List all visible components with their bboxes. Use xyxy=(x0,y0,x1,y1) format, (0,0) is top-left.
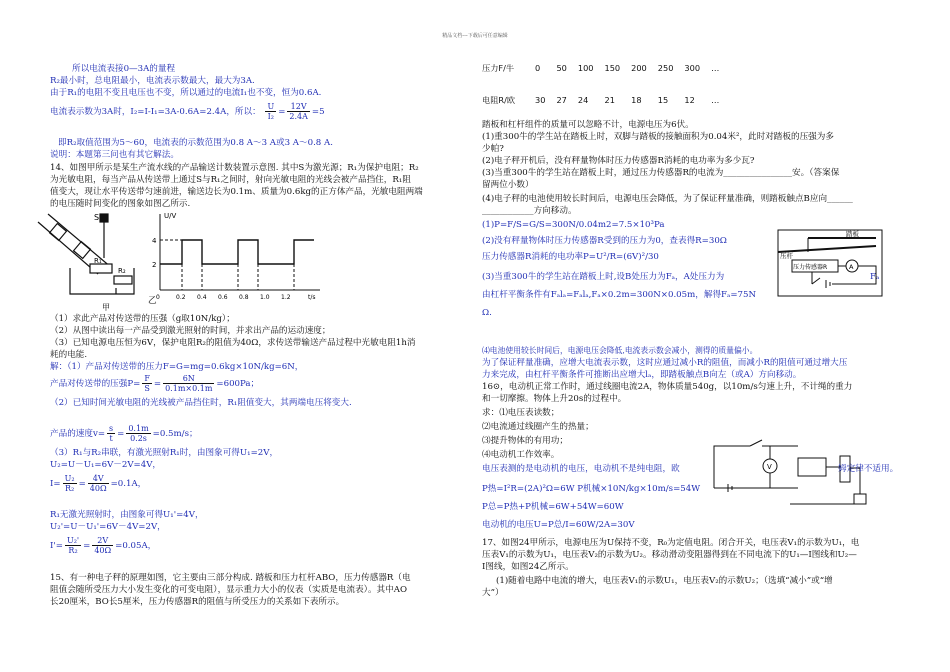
fraction-den: 2.4A xyxy=(289,112,308,121)
text-line: (2)电子秤开机后，没有秤量物体时压力传感器R消耗的电功率为多少瓦? xyxy=(482,156,755,166)
text-line: 电动机的电压U=P总/I=60W/2A=30V xyxy=(482,520,635,530)
text-line: 由于R₁的电阻不变且电压也不变，所以通过的电流I₁也不变，恒为0.6A. xyxy=(50,88,322,98)
text-span: =600Pa； xyxy=(216,379,260,389)
fraction-num: 6N xyxy=(163,374,214,384)
text-span: =0.05A， xyxy=(115,541,157,551)
text-line: 由杠杆平衡条件有Fₐlₐ=Fₐlₐ,Fₐ×0.2m=300N×0.05m，解得Fₐ=75N xyxy=(482,290,756,300)
text-span: 产品对传送带的压强P= xyxy=(50,379,141,389)
text-line: ⑷电池使用较长时间后，电源电压会降低,电流表示数会减小，测得的质量偏小。 xyxy=(482,346,758,355)
text-line: 阻值会随所受压力大小发生变化的可变电阻），显示重力大小的仪表（实质是电流表）。其中AO xyxy=(50,585,407,595)
fraction-den: 40Ω xyxy=(89,484,107,493)
figure-scale xyxy=(772,226,886,300)
text-line: P热=I²R=(2A)²Ω=6W P机械×10N/kg×10m/s=54W xyxy=(482,484,701,494)
fraction-num: 0.1m xyxy=(128,424,149,433)
formula-line xyxy=(50,102,325,121)
fraction-num: 2V xyxy=(92,536,113,546)
tick-y: 2 xyxy=(152,261,157,269)
text-line: 踏板和杠杆组件的质量可以忽略不计，电源电压为6伏。 xyxy=(482,120,694,130)
text-line: 大”） xyxy=(482,588,504,598)
figure-ut-graph xyxy=(150,210,326,306)
text-span: = xyxy=(83,541,91,551)
text-line: （3）已知电源电压恒为6V，保护电阻R₂的阻值为40Ω，求传送带输送产品过程中光敏电阻1h消 xyxy=(50,338,416,348)
fraction-num: F xyxy=(144,374,150,383)
label-a: A xyxy=(849,263,854,271)
text-line: (1)重300牛的学生站在踏板上时，双脚与踏板的接触面积为0.04米²，此时对踏板的压强为多 xyxy=(482,132,834,142)
figure-label-yi: 乙 xyxy=(148,296,157,306)
text-line: （2）从图中读出每一产品受到激光照射的时间，并求出产品的运动速度； xyxy=(50,326,331,336)
fraction xyxy=(92,536,113,555)
text-line: 17、如图24甲所示，电源电压为U保持不变，R₀为定值电阻。闭合开关，电压表V₁的示数为U₁，电 xyxy=(482,538,860,548)
tick-x: 0.8 xyxy=(239,294,249,301)
text-line: 16⊙，电动机正常工作时，通过线圈电流2A，物体质量540g，以10m/s匀速上升，不计绳的重力 xyxy=(482,382,853,392)
text-span: 电流表示数为3A时，I₂=I-I₁=3A-0.6A=2.4A，所以： xyxy=(50,107,261,117)
text-line: 求：⑴电压表读数； xyxy=(482,408,560,418)
text-line: 值变大，现让水平传送带匀速前进，输送边长为0.1m、质量为0.6kg的正方体产品，光敏电阻两端 xyxy=(50,187,423,197)
label-r2: R₂ xyxy=(118,267,126,275)
text-line: Fₐ xyxy=(870,272,880,282)
text-line: 和一切摩擦。物体上升20s的过程中。 xyxy=(482,394,627,404)
formula-line xyxy=(50,374,259,393)
text-span: = xyxy=(278,107,286,117)
label-sensor: 压力传感器R xyxy=(793,264,828,271)
table-cell: 50 xyxy=(556,63,567,73)
tick-x: 0.4 xyxy=(197,294,207,301)
text-line: （1）求此产品对传送带的压强（g取10N/kg）； xyxy=(50,314,235,324)
text-line: (4)电子秤的电池使用较长时间后，电源电压会降低，为了保证秤量准确，则踏板触点B应向______ xyxy=(482,194,853,204)
table-cell: 27 xyxy=(556,95,567,105)
fraction xyxy=(142,374,152,393)
text-line: (1)随着电路中电流的增大，电压表V₁的示数U₁，电压表V₂的示数U₂；（选填“减小”或“增 xyxy=(496,576,833,586)
text-line: ____________方向移动。 xyxy=(482,206,577,216)
fraction xyxy=(88,474,109,493)
text-line: (2)没有秤量物体时压力传感器R受到的压力为0，查表得R=30Ω xyxy=(482,236,727,246)
force-resistance-table xyxy=(482,62,730,106)
text-line: 的电压随时间变化的图象如图乙所示. xyxy=(50,199,191,209)
fraction xyxy=(107,424,115,443)
text-line: (3)当重300牛的学生站在踏板上时,设B处压力为Fₐ，A处压力为 xyxy=(482,272,725,282)
table-cell: … xyxy=(711,63,720,73)
fraction-den: 0.1m×0.1m xyxy=(165,384,213,393)
fraction xyxy=(65,536,81,555)
table-cell: … xyxy=(711,95,720,105)
text-span: =5 xyxy=(311,107,325,117)
text-span: =0.1A， xyxy=(110,479,147,489)
text-line: 耗的电能. xyxy=(50,350,88,360)
text-line: 压力传感器R消耗的电功率P=U²/R=(6V)²/30 xyxy=(482,252,659,262)
formula-line xyxy=(50,474,146,493)
tick-x: 0 xyxy=(156,294,160,301)
label-taban: 踏板 xyxy=(846,230,859,238)
tick-x: 1.0 xyxy=(260,294,270,301)
formula-line xyxy=(50,536,156,555)
fraction xyxy=(287,102,310,121)
text-line: R₂最小时，总电阻最小，电流表示数最大，最大为3A. xyxy=(50,76,255,86)
text-line: Ω. xyxy=(482,308,492,318)
text-line: 即R₂取值范围为5～60，电流表的示数范围为0.8 A～3 A或3 A～0.8 A. xyxy=(58,138,333,148)
formula-line xyxy=(50,424,198,443)
text-line: U₂=U－U₁=6V－2V=4V， xyxy=(50,460,162,470)
fraction-num: U xyxy=(267,102,275,111)
figure-label-jia: 甲 xyxy=(102,303,110,312)
fraction-num: U₂' xyxy=(66,536,80,545)
text-line: （2）已知时间光敏电阻的光线被产品挡住时，R₁阻值变大，其两端电压将变大. xyxy=(50,398,352,408)
table-row xyxy=(482,94,730,106)
text-line: 为光敏电阻，每当产品从传送带上通过S与R₁之间时，射向光敏电阻的光线会被产品挡住，R₁阻 xyxy=(50,175,411,185)
fraction-den: R₂ xyxy=(68,546,78,555)
text-line: P总=P热+P机械=6W+54W=60W xyxy=(482,502,624,512)
text-line: U₂'=U－U₁'=6V－4V=2V， xyxy=(50,522,166,532)
text-line: ⑷电动机工作效率。 xyxy=(482,450,560,460)
fraction-den: 40Ω xyxy=(94,546,112,555)
text-line: 压表V₁的示数为U₁，电压表V₂的示数为U₂。移动滑动变阻器得到在不同电流下的U₁—I图线和U₂— xyxy=(482,550,857,560)
fraction xyxy=(163,374,214,393)
fraction-den: t xyxy=(109,434,113,443)
text-line: （3）R₁与R₂串联，有激光照射R₁时，由图象可得U₁=2V， xyxy=(50,448,279,458)
table-cell: 电阻R/欧 xyxy=(482,94,516,105)
fraction xyxy=(63,474,77,493)
table-cell: 18 xyxy=(631,95,642,105)
table-cell: 15 xyxy=(657,95,669,105)
label-s: S xyxy=(94,213,100,222)
text-span: =0.5m/s； xyxy=(152,429,198,439)
fraction-num: s xyxy=(109,424,114,433)
text-span: = xyxy=(78,479,86,489)
text-line: 力来完成，由杠杆平衡条件可推断出应增大lₐ，即踏板触点B向左（或A）方向移动。 xyxy=(482,370,802,380)
fraction xyxy=(265,102,276,121)
page-header: 精品文档---下载后可任意编辑 xyxy=(442,33,508,39)
text-line: 少帕? xyxy=(482,144,504,154)
fraction-num: 12V xyxy=(287,102,310,112)
text-line: 15、有一种电子秤的原理如图，它主要由三部分构成. 踏板和压力杠杆ABO，压力传感器R（电 xyxy=(50,573,411,583)
axis-label-u: U/V xyxy=(164,212,177,220)
tick-x: 0.2 xyxy=(176,294,186,301)
tick-x: 0.6 xyxy=(218,294,228,301)
tick-x: 1.2 xyxy=(281,294,291,301)
fraction-den: R₂ xyxy=(64,484,75,493)
table-cell: 12 xyxy=(684,95,695,105)
text-span: = xyxy=(117,429,125,439)
text-line: 留两位小数） xyxy=(482,180,534,190)
table-cell: 24 xyxy=(577,95,589,105)
text-line: I图线，如图24乙所示。 xyxy=(482,562,574,572)
tick-x: t/s xyxy=(308,294,316,301)
text-line: 电压表测的是电动机的电压，电动机不是纯电阻，欧 xyxy=(482,464,680,474)
fraction-den: S xyxy=(144,384,150,393)
table-cell: 150 xyxy=(604,63,621,73)
table-row xyxy=(482,62,730,74)
fraction-den: 0.2s xyxy=(130,434,147,443)
text-span: I'= xyxy=(50,541,63,551)
table-cell: 200 xyxy=(631,63,647,73)
text-line: 姆定律不适用。 xyxy=(838,464,899,474)
label-yagan: 压杆 xyxy=(780,252,793,260)
table-cell: 250 xyxy=(657,63,674,73)
text-line: ⑶提升物体的有用功； xyxy=(482,436,568,446)
table-cell: 100 xyxy=(577,63,594,73)
text-line: 解：（1）产品对传送带的压力F=G=mg=0.6kg×10N/kg=6N， xyxy=(50,362,304,372)
label-r1: R₁ xyxy=(94,257,102,265)
text-line: (1)P=F/S=G/S=300N/0.04m2=7.5×10³Pa xyxy=(482,220,665,230)
text-line: 14、如图甲所示是某生产流水线的产品输送计数装置示意图. 其中S为激光源；R₁为保护电阻；R₂ xyxy=(50,163,419,173)
table-cell: 30 xyxy=(535,95,546,105)
figure-conveyor xyxy=(30,210,150,312)
fraction-den: I₂ xyxy=(267,112,274,121)
table-cell: 300 xyxy=(684,63,701,73)
text-line: 所以电流表接0—3A的量程 xyxy=(72,64,176,74)
text-span: I= xyxy=(50,479,61,489)
fraction-num: U₂ xyxy=(64,474,75,483)
fraction-num: 4V xyxy=(88,474,109,484)
text-span: 产品的速度v= xyxy=(50,429,106,439)
fraction xyxy=(126,424,150,443)
table-cell: 0 xyxy=(535,63,541,73)
text-line: 为了保证秤量准确，应增大电流表示数，这时应通过减小R的阻值，而减小R的阻值可通过增大压 xyxy=(482,358,848,368)
tick-y: 4 xyxy=(152,237,157,245)
text-line: ⑵电流通过线圈产生的热量； xyxy=(482,422,594,432)
text-line: R₁无激光照射时，由图象可得U₁'=4V， xyxy=(50,510,204,520)
text-line: (3)当重300牛的学生站在踏板上时，通过压力传感器R的电流为________________安。（答案保 xyxy=(482,168,840,178)
text-line: 长20厘米，BO长5厘米，压力传感器R的阻值与所受压力的关系如下表所示。 xyxy=(50,597,345,607)
text-span: = xyxy=(153,379,162,389)
label-voltmeter: V xyxy=(767,463,772,471)
table-cell: 21 xyxy=(604,95,615,105)
table-cell: 压力F/牛 xyxy=(482,62,515,73)
text-line: 说明：本题第三问也有其它解法。 xyxy=(50,150,179,160)
